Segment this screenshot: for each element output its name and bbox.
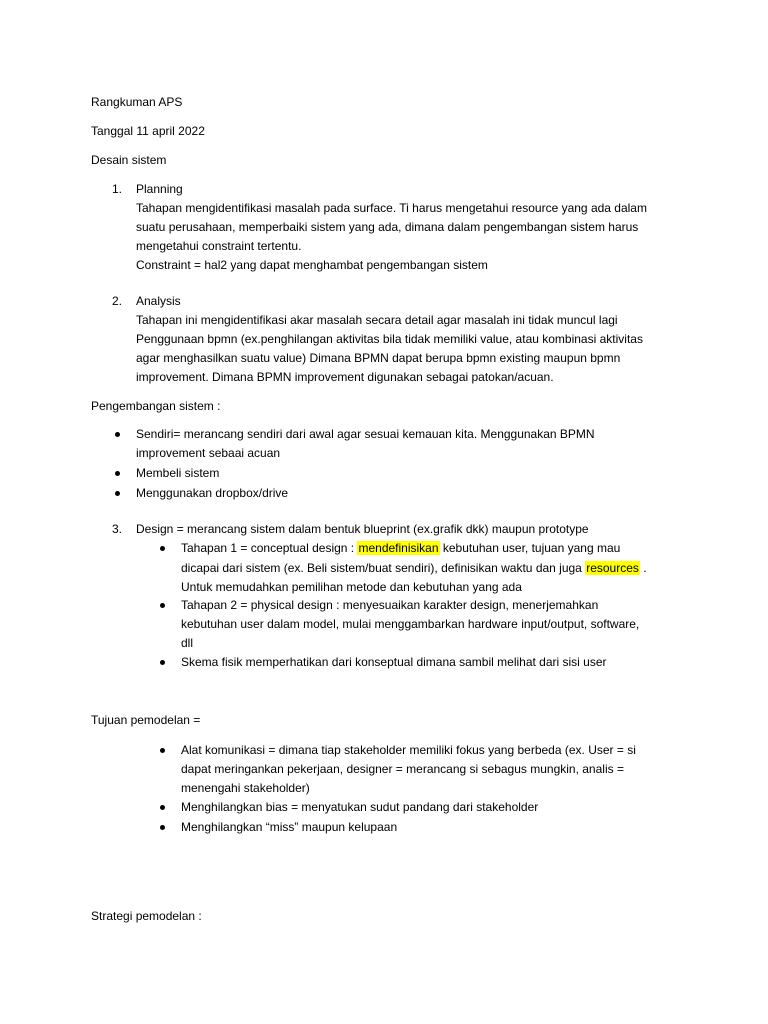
- analysis-line: improvement. Dimana BPMN improvement digunakan sebagai patokan/acuan.: [136, 370, 554, 384]
- planning-line: mengetahui constraint tertentu.: [136, 239, 302, 253]
- section-heading-pengembangan: Pengembangan sistem :: [91, 399, 221, 413]
- analysis-line: Penggunaan bpmn (ex.penghilangan aktivitas bila tidak memiliki value, atau kombinasi aktivitas: [136, 332, 643, 346]
- pengembangan-item: Sendiri= merancang sendiri dari awal agar sesuai kemauan kita. Menggunakan BPMN: [136, 427, 595, 441]
- design-tahapan-2-line: dll: [181, 636, 194, 650]
- doc-date: Tanggal 11 april 2022: [91, 124, 205, 138]
- bullet-icon: [115, 432, 120, 437]
- design-tahapan-2-line: kebutuhan user dalam model, mulai menggambarkan hardware input/output, software,: [181, 617, 640, 631]
- tujuan-item: menengahi stakeholder): [181, 781, 310, 795]
- section-heading-desain: Desain sistem: [91, 153, 167, 167]
- planning-line: suatu perusahaan, memperbaiki sistem yang ada, dimana dalam pengembangan sistem harus: [136, 220, 639, 234]
- pengembangan-item: improvement sebaai acuan: [136, 446, 281, 460]
- design-tahapan-2-line: Tahapan 2 = physical design : menyesuaikan karakter design, menerjemahkan: [181, 598, 599, 612]
- pengembangan-item: Menggunakan dropbox/drive: [136, 486, 289, 500]
- design-tahapan-1-line: dicapai dari sistem (ex. Beli sistem/buat sendiri), definisikan waktu dan juga resources .: [181, 561, 647, 575]
- bullet-icon: [160, 825, 165, 830]
- section-heading-strategi: Strategi pemodelan :: [91, 909, 202, 923]
- bullet-icon: [160, 748, 165, 753]
- list-number-3: 3.: [112, 522, 123, 536]
- tujuan-item: Alat komunikasi = dimana tiap stakeholder memiliki fokus yang berbeda (ex. User = si: [181, 743, 636, 757]
- design-skema-line: Skema fisik memperhatikan dari konseptual dimana sambil melihat dari sisi user: [181, 655, 607, 669]
- pengembangan-item: Membeli sistem: [136, 466, 220, 480]
- tujuan-item: Menghilangkan bias = menyatukan sudut pandang dari stakeholder: [181, 800, 539, 814]
- highlighted-text: mendefinisikan: [358, 541, 439, 555]
- analysis-line: agar menghasilkan suatu value) Dimana BPMN dapat berupa bpmn existing maupun bpmn: [136, 351, 621, 365]
- tujuan-item: dapat meringankan pekerjaan, designer = merancang si sebagus mungkin, analis =: [181, 762, 624, 776]
- list-number-2: 2.: [112, 294, 123, 308]
- bullet-icon: [115, 471, 120, 476]
- section-heading-tujuan: Tujuan pemodelan =: [91, 713, 201, 727]
- bullet-icon: [160, 805, 165, 810]
- bullet-icon: [160, 660, 165, 665]
- planning-title: Planning: [136, 182, 183, 196]
- doc-title: Rangkuman APS: [91, 95, 183, 109]
- list-number-1: 1.: [112, 182, 123, 196]
- design-tahapan-1-line: Untuk memudahkan pemilihan metode dan kebutuhan yang ada: [181, 580, 522, 594]
- analysis-title: Analysis: [136, 294, 181, 308]
- design-tahapan-1-line: Tahapan 1 = conceptual design : mendefinisikan kebutuhan user, tujuan yang mau: [181, 541, 621, 555]
- analysis-line: Tahapan ini mengidentifikasi akar masalah secara detail agar masalah ini tidak muncul lagi: [136, 313, 618, 327]
- highlighted-text: resources: [586, 561, 639, 575]
- tujuan-item: Menghilangkan “miss” maupun kelupaan: [181, 820, 398, 834]
- bullet-icon: [160, 546, 165, 551]
- planning-line: Tahapan mengidentifikasi masalah pada surface. Ti harus mengetahui resource yang ada dalam: [136, 201, 647, 215]
- bullet-icon: [160, 603, 165, 608]
- design-title: Design = merancang sistem dalam bentuk blueprint (ex.grafik dkk) maupun prototype: [136, 522, 589, 536]
- planning-line: Constraint = hal2 yang dapat menghambat pengembangan sistem: [136, 258, 488, 272]
- bullet-icon: [115, 491, 120, 496]
